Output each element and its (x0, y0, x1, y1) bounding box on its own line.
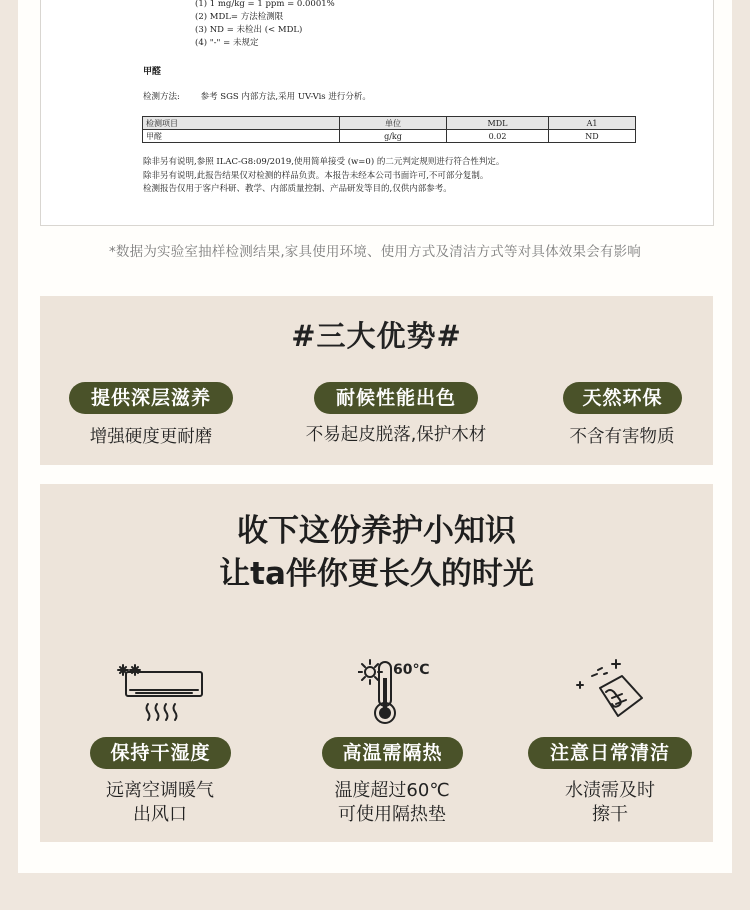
table-header-cell: 单位 (340, 117, 447, 130)
report-notes (195, 0, 335, 50)
care-badge: 保持干湿度 (90, 737, 231, 769)
care-desc-line: 水渍需及时 (565, 780, 655, 801)
care-badge: 高温需隔热 (322, 737, 463, 769)
care-desc (302, 779, 482, 827)
disclaimer-text: *数据为实验室抽样检测结果,家具使用环境、使用方式及清洁方式等对具体效果会有影响 (108, 244, 642, 260)
cleaning-cloth-icon (572, 658, 648, 722)
report-remark: 除非另有说明,此报告结果仅对检测的样品负责。本报告未经本公司书面许可,不可部分复制。 (143, 170, 489, 181)
care-desc (80, 779, 240, 827)
advantage-badge: 天然环保 (563, 382, 682, 414)
method-label: 检测方法: (143, 92, 180, 102)
care-desc (530, 779, 690, 827)
care-badge: 注意日常清洁 (528, 737, 692, 769)
report-note: (1) 1 mg/kg = 1 ppm = 0.0001% (195, 0, 335, 9)
report-note: (3) ND = 未检出 (< MDL) (195, 25, 303, 35)
thermometer-label: 60℃ (393, 662, 430, 678)
thermometer-icon (358, 658, 432, 726)
advantage-desc: 增强硬度更耐磨 (89, 427, 213, 447)
method-text: 参考 SGS 内部方法,采用 UV-Vis 进行分析。 (200, 92, 371, 102)
advantages-panel (40, 296, 713, 465)
advantage-desc: 不易起皮脱落,保护木材 (305, 425, 487, 445)
report-method (143, 90, 371, 102)
table-cell: 甲醛 (143, 130, 340, 143)
care-title-line: 让ta伴你更长久的时光 (219, 556, 534, 592)
table-cell: 0.02 (447, 130, 549, 143)
table-row (143, 130, 636, 143)
care-desc-line: 温度超过60℃ (334, 780, 450, 801)
care-desc-line: 出风口 (133, 804, 187, 825)
report-section-heading: 甲醛 (143, 67, 162, 77)
care-title-line: 收下这份养护小知识 (237, 513, 516, 549)
table-cell: g/kg (340, 130, 447, 143)
air-conditioner-icon (116, 662, 206, 726)
table-header-cell: MDL (447, 117, 549, 130)
report-remark: 检测报告仅用于客户科研、教学、内部质量控制、产品研发等目的,仅供内部参考。 (143, 184, 452, 194)
advantage-desc: 不含有害物质 (569, 427, 675, 447)
advantages-title: #三大优势# (291, 319, 462, 353)
report-note: (2) MDL= 方法检测限 (195, 12, 284, 22)
table-cell: ND (549, 130, 636, 143)
advantage-badge: 耐候性能出色 (314, 382, 478, 414)
test-report-image (40, 0, 714, 226)
report-remarks (143, 156, 504, 197)
care-title (40, 510, 713, 596)
report-note: (4) "-" = 未规定 (195, 38, 259, 48)
table-header-cell: A1 (549, 117, 636, 130)
care-desc-line: 远离空调暖气 (106, 780, 214, 801)
report-table (142, 116, 636, 143)
care-desc-line: 擦干 (592, 804, 628, 825)
table-header-cell: 检测项目 (143, 117, 340, 130)
advantage-badge: 提供深层滋养 (69, 382, 233, 414)
care-tips-panel (40, 484, 713, 842)
care-desc-line: 可使用隔热垫 (338, 804, 446, 825)
report-remark: 除非另有说明,参照 ILAC-G8:09/2019,使用简单接受 (w=0) 的二元判定规则进行符合性判定。 (143, 157, 505, 167)
table-header-row (143, 117, 636, 130)
